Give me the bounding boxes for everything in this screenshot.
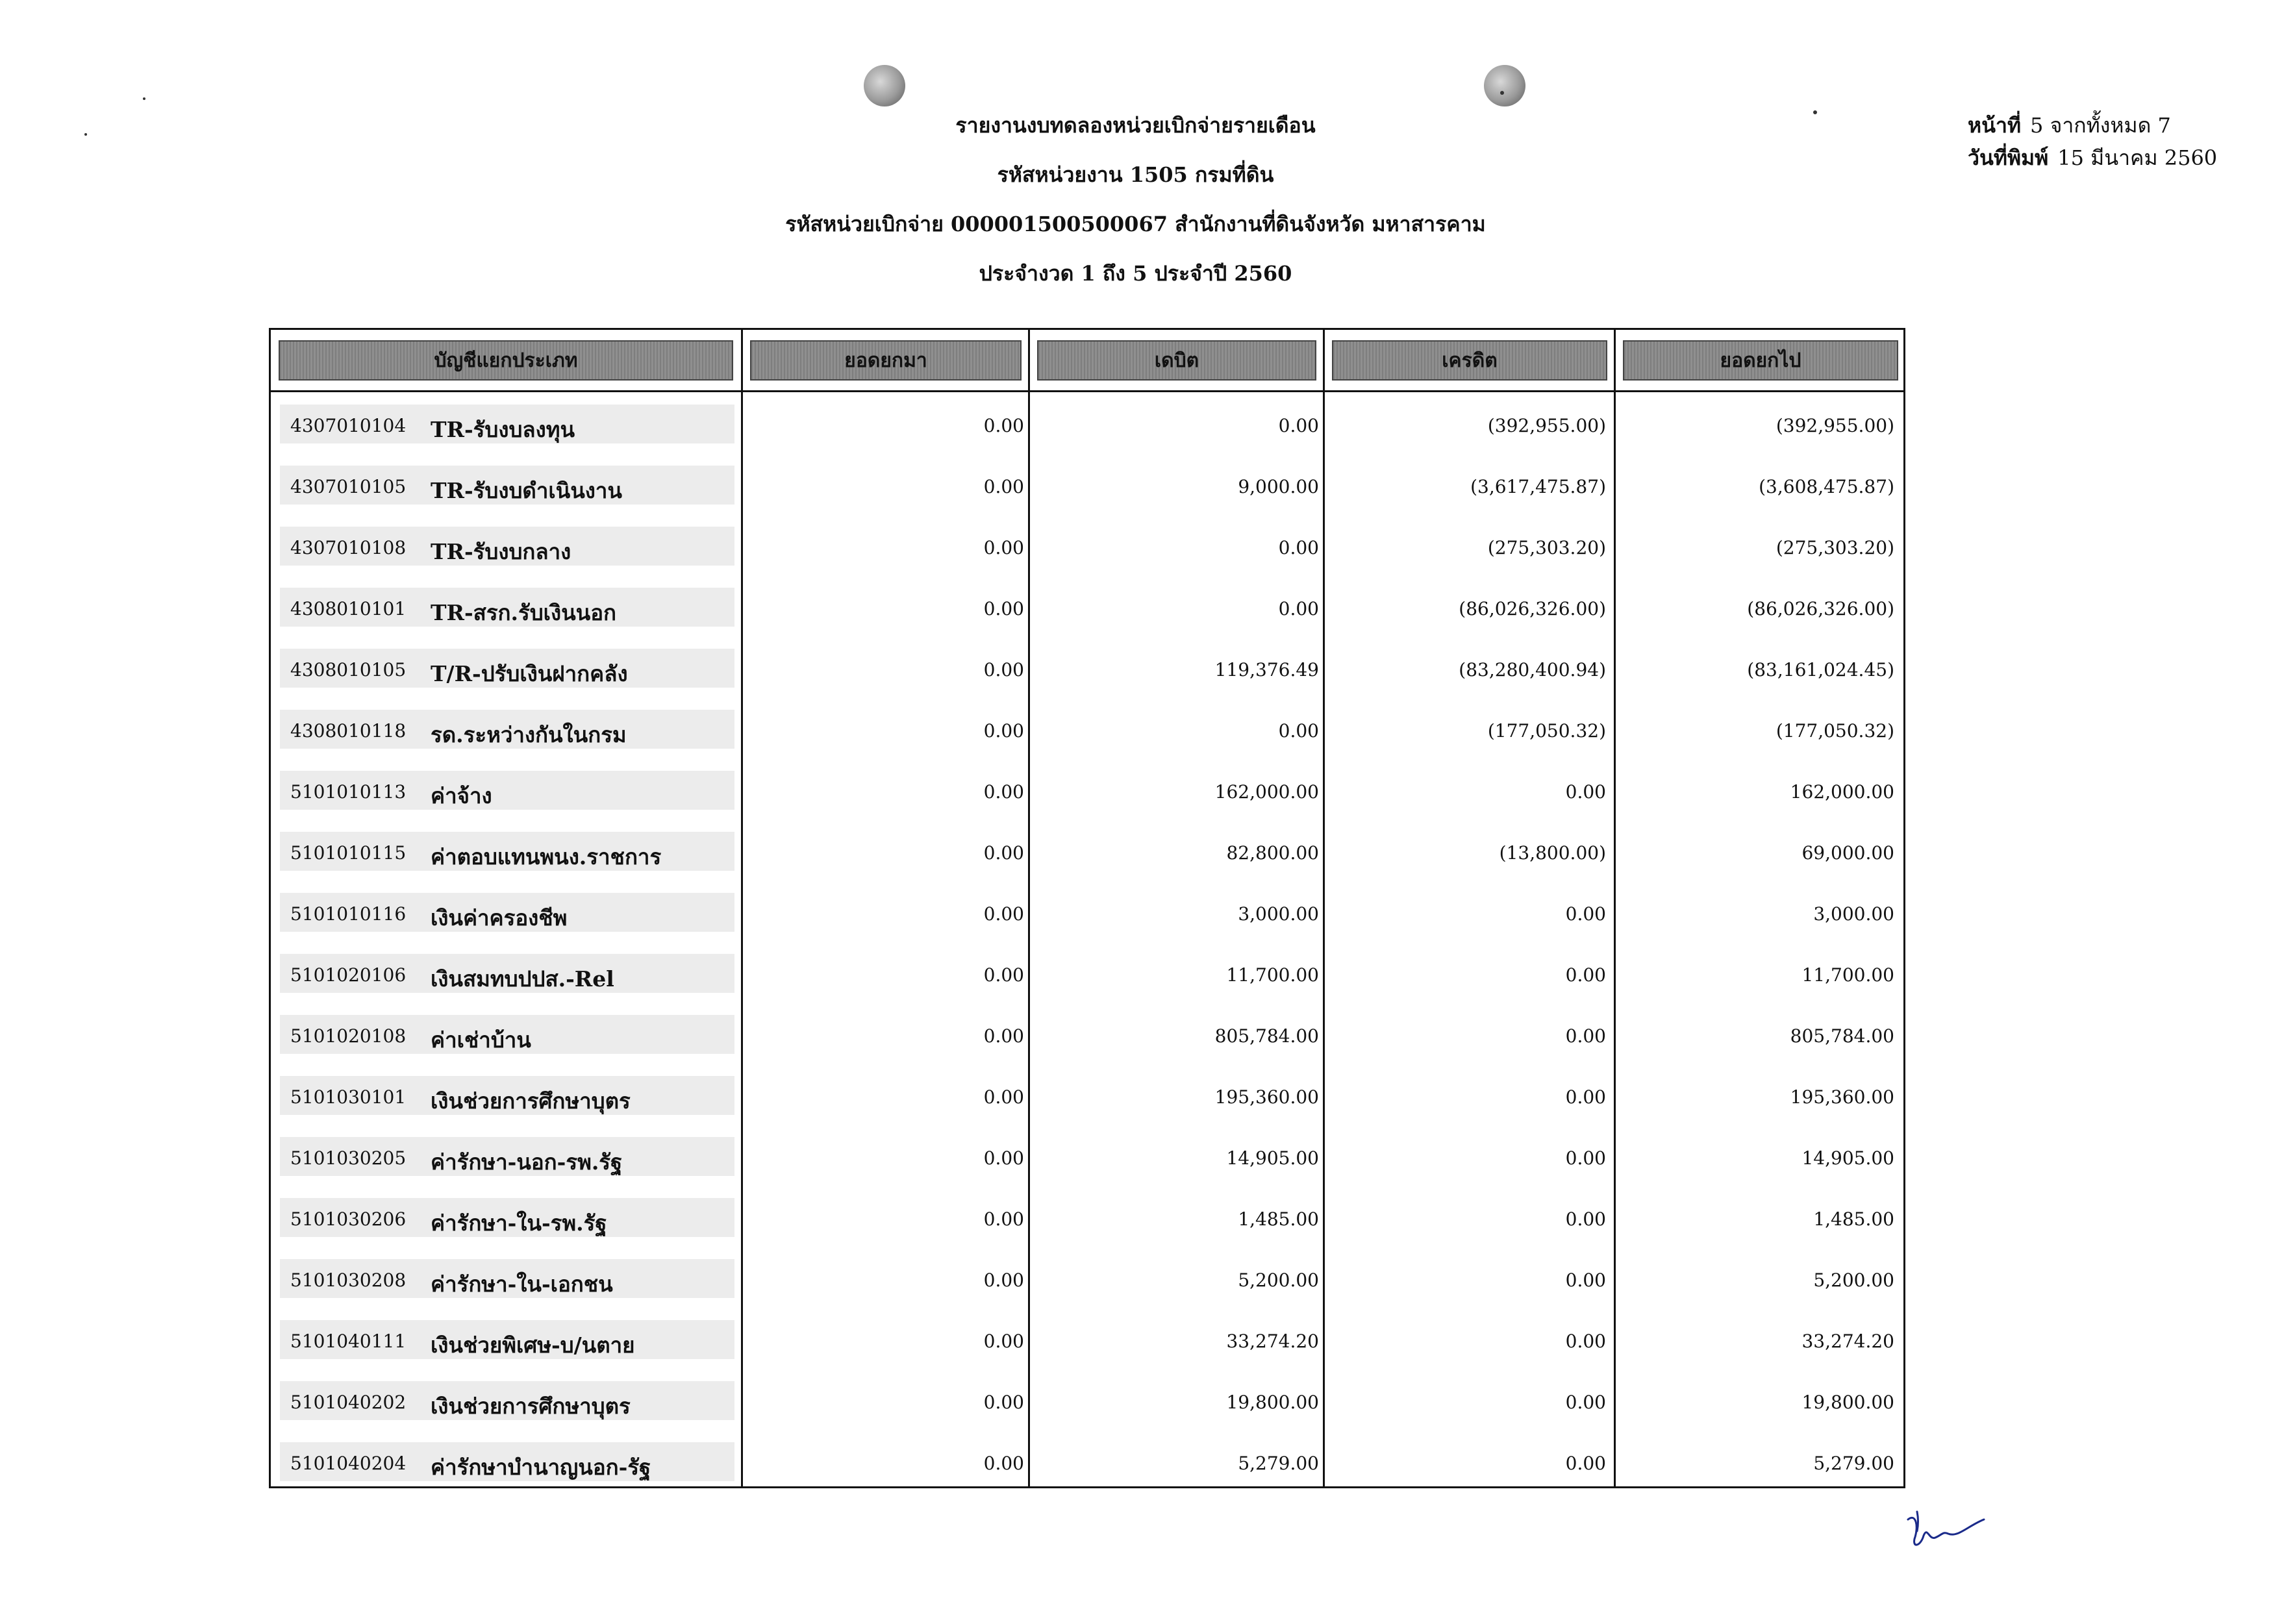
account-code: 5101030205 — [290, 1147, 407, 1169]
table-row — [271, 1320, 1903, 1366]
debit-value: 3,000.00 — [1238, 903, 1319, 925]
debit-value: 11,700.00 — [1226, 964, 1319, 986]
credit-value: 0.00 — [1565, 1086, 1606, 1108]
account-name: เงินช่วยการศึกษาบุตร — [431, 1393, 631, 1419]
account-code: 5101020106 — [290, 964, 407, 986]
signature — [1903, 1500, 1987, 1558]
col-header-debit: เดบิต — [1037, 340, 1316, 381]
account-cell — [280, 832, 734, 871]
brought-forward-value: 0.00 — [983, 1086, 1024, 1108]
print-date-label: วันที่พิมพ์ — [1968, 145, 2049, 170]
debit-value: 0.00 — [1278, 720, 1319, 742]
debit-value: 19,800.00 — [1226, 1392, 1319, 1413]
credit-value: 0.00 — [1565, 1208, 1606, 1230]
credit-value: 0.00 — [1565, 1392, 1606, 1413]
account-cell — [280, 1137, 734, 1176]
table-row — [271, 588, 1903, 633]
account-name: T/R-ปรับเงินฝากคลัง — [431, 661, 628, 686]
account-name: TR-รับงบกลาง — [431, 539, 571, 564]
account-code: 5101010113 — [290, 781, 407, 803]
account-name: ค่ารักษา-ใน-รพ.รัฐ — [431, 1210, 607, 1236]
account-cell — [280, 771, 734, 810]
account-name: ค่าจ้าง — [431, 783, 492, 808]
print-date: 15 มีนาคม 2560 — [2057, 145, 2218, 170]
page-label: หน้าที่ — [1968, 113, 2022, 138]
account-name: เงินช่วยพิเศษ-บ/นตาย — [431, 1332, 635, 1358]
table-row — [271, 1381, 1903, 1427]
debit-value: 82,800.00 — [1226, 842, 1319, 864]
trial-balance-table — [269, 328, 1905, 1488]
carried-forward-value: 19,800.00 — [1801, 1392, 1894, 1413]
account-name: เงินสมทบปปส.-Rel — [431, 966, 614, 992]
speck — [143, 97, 145, 100]
account-name: ค่าตอบแทนพนง.ราชการ — [431, 844, 662, 869]
brought-forward-value: 0.00 — [983, 476, 1024, 497]
carried-forward-value: 3,000.00 — [1813, 903, 1894, 925]
account-code: 4307010104 — [290, 415, 407, 436]
table-row — [271, 405, 1903, 450]
table-row — [271, 1442, 1903, 1488]
debit-value: 0.00 — [1278, 415, 1319, 436]
brought-forward-value: 0.00 — [983, 1208, 1024, 1230]
credit-value: (86,026,326.00) — [1459, 598, 1606, 619]
binder-hole — [1484, 65, 1525, 106]
carried-forward-value: 5,200.00 — [1813, 1269, 1894, 1291]
carried-forward-value: 69,000.00 — [1801, 842, 1894, 864]
account-name: ค่ารักษา-ใน-เอกชน — [431, 1271, 613, 1297]
brought-forward-value: 0.00 — [983, 903, 1024, 925]
col-header-carried-forward: ยอดยกไป — [1623, 340, 1898, 381]
carried-forward-value: (177,050.32) — [1775, 720, 1894, 742]
table-row — [271, 710, 1903, 755]
account-cell — [280, 710, 734, 749]
credit-value: 0.00 — [1565, 903, 1606, 925]
brought-forward-value: 0.00 — [983, 1269, 1024, 1291]
account-code: 5101040204 — [290, 1453, 407, 1474]
brought-forward-value: 0.00 — [983, 1453, 1024, 1474]
table-row — [271, 1015, 1903, 1060]
credit-value: (3,617,475.87) — [1470, 476, 1606, 497]
table-header — [271, 330, 1903, 392]
account-cell — [280, 1320, 734, 1359]
account-cell — [280, 1198, 734, 1237]
debit-value: 5,279.00 — [1238, 1453, 1319, 1474]
carried-forward-value: 805,784.00 — [1790, 1025, 1894, 1047]
credit-value: 0.00 — [1565, 1147, 1606, 1169]
account-cell — [280, 1381, 734, 1420]
account-code: 5101040202 — [290, 1392, 407, 1413]
account-name: ค่ารักษาบำนาญนอก-รัฐ — [431, 1455, 651, 1480]
account-name: เงินค่าครองชีพ — [431, 905, 568, 931]
debit-value: 9,000.00 — [1238, 476, 1319, 497]
debit-value: 5,200.00 — [1238, 1269, 1319, 1291]
account-code: 5101030206 — [290, 1208, 407, 1230]
page-number: 5 จากทั้งหมด 7 — [2030, 113, 2171, 138]
table-row — [271, 893, 1903, 938]
debit-value: 0.00 — [1278, 537, 1319, 558]
carried-forward-value: (86,026,326.00) — [1747, 598, 1894, 619]
debit-value: 33,274.20 — [1226, 1330, 1319, 1352]
brought-forward-value: 0.00 — [983, 1025, 1024, 1047]
debit-value: 195,360.00 — [1214, 1086, 1319, 1108]
debit-value: 162,000.00 — [1214, 781, 1319, 803]
account-name: เงินช่วยการศึกษาบุตร — [431, 1088, 631, 1114]
brought-forward-value: 0.00 — [983, 1147, 1024, 1169]
account-code: 5101030101 — [290, 1086, 407, 1108]
table-row — [271, 832, 1903, 877]
table-row — [271, 649, 1903, 694]
brought-forward-value: 0.00 — [983, 720, 1024, 742]
table-row — [271, 466, 1903, 511]
period: ประจำงวด 1 ถึง 5 ประจำปี 2560 — [979, 261, 1292, 286]
brought-forward-value: 0.00 — [983, 659, 1024, 681]
report-title: รายงานงบทดลองหน่วยเบิกจ่ายรายเดือน — [955, 113, 1316, 138]
credit-value: 0.00 — [1565, 964, 1606, 986]
account-cell — [280, 527, 734, 566]
account-code: 4308010105 — [290, 659, 407, 681]
table-row — [271, 1076, 1903, 1121]
account-cell — [280, 1076, 734, 1115]
credit-value: (13,800.00) — [1499, 842, 1606, 864]
carried-forward-value: 195,360.00 — [1790, 1086, 1894, 1108]
table-row — [271, 527, 1903, 572]
carried-forward-value: 11,700.00 — [1801, 964, 1894, 986]
account-code: 4307010105 — [290, 476, 407, 497]
account-code: 5101010115 — [290, 842, 407, 864]
carried-forward-value: 14,905.00 — [1801, 1147, 1894, 1169]
carried-forward-value: 5,279.00 — [1813, 1453, 1894, 1474]
debit-value: 1,485.00 — [1238, 1208, 1319, 1230]
carried-forward-value: 33,274.20 — [1801, 1330, 1894, 1352]
account-cell — [280, 588, 734, 627]
credit-value: 0.00 — [1565, 1330, 1606, 1352]
credit-value: 0.00 — [1565, 1453, 1606, 1474]
table-row — [271, 1259, 1903, 1305]
account-code: 4308010118 — [290, 720, 407, 742]
account-code: 5101010116 — [290, 903, 407, 925]
brought-forward-value: 0.00 — [983, 598, 1024, 619]
debit-value: 805,784.00 — [1214, 1025, 1319, 1047]
carried-forward-value: (3,608,475.87) — [1759, 476, 1894, 497]
brought-forward-value: 0.00 — [983, 415, 1024, 436]
account-code: 5101030208 — [290, 1269, 407, 1291]
carried-forward-value: (275,303.20) — [1775, 537, 1894, 558]
account-cell — [280, 1015, 734, 1054]
account-code: 4307010108 — [290, 537, 407, 558]
credit-value: (83,280,400.94) — [1459, 659, 1606, 681]
col-header-account: บัญชีแยกประเภท — [279, 340, 733, 381]
agency-code: รหัสหน่วยงาน 1505 กรมที่ดิน — [997, 162, 1274, 187]
credit-value: 0.00 — [1565, 1025, 1606, 1047]
account-code: 5101040111 — [290, 1330, 407, 1352]
account-cell — [280, 1259, 734, 1298]
account-cell — [280, 1442, 734, 1481]
account-code: 5101020108 — [290, 1025, 407, 1047]
account-cell — [280, 405, 734, 443]
col-header-credit: เครดิต — [1332, 340, 1607, 381]
brought-forward-value: 0.00 — [983, 842, 1024, 864]
table-row — [271, 954, 1903, 999]
debit-value: 14,905.00 — [1226, 1147, 1319, 1169]
account-cell — [280, 649, 734, 688]
credit-value: (392,955.00) — [1487, 415, 1606, 436]
col-header-brought-forward: ยอดยกมา — [750, 340, 1022, 381]
debit-value: 0.00 — [1278, 598, 1319, 619]
carried-forward-value: (392,955.00) — [1775, 415, 1894, 436]
debit-value: 119,376.49 — [1214, 659, 1319, 681]
page-info — [1968, 109, 2217, 174]
brought-forward-value: 0.00 — [983, 1330, 1024, 1352]
brought-forward-value: 0.00 — [983, 964, 1024, 986]
brought-forward-value: 0.00 — [983, 537, 1024, 558]
carried-forward-value: 162,000.00 — [1790, 781, 1894, 803]
brought-forward-value: 0.00 — [983, 781, 1024, 803]
credit-value: 0.00 — [1565, 781, 1606, 803]
account-cell — [280, 893, 734, 932]
account-cell — [280, 466, 734, 505]
account-name: TR-สรก.รับเงินนอก — [431, 600, 616, 625]
account-name: TR-รับงบดำเนินงาน — [431, 478, 622, 503]
credit-value: 0.00 — [1565, 1269, 1606, 1291]
table-row — [271, 1198, 1903, 1243]
account-name: ค่าเช่าบ้าน — [431, 1027, 531, 1053]
carried-forward-value: (83,161,024.45) — [1747, 659, 1894, 681]
account-name: ค่ารักษา-นอก-รพ.รัฐ — [431, 1149, 623, 1175]
credit-value: (177,050.32) — [1487, 720, 1606, 742]
credit-value: (275,303.20) — [1487, 537, 1606, 558]
disbursement-unit: รหัสหน่วยเบิกจ่าย 000001500500067 สำนักงานที่ดินจังหวัด มหาสารคาม — [785, 212, 1486, 236]
account-code: 4308010101 — [290, 598, 407, 619]
account-name: รด.ระหว่างกันในกรม — [431, 722, 627, 747]
brought-forward-value: 0.00 — [983, 1392, 1024, 1413]
carried-forward-value: 1,485.00 — [1813, 1208, 1894, 1230]
speck — [1500, 91, 1504, 95]
table-row — [271, 1137, 1903, 1182]
binder-hole — [864, 65, 905, 106]
table-row — [271, 771, 1903, 816]
account-name: TR-รับงบลงทุน — [431, 417, 575, 442]
account-cell — [280, 954, 734, 993]
